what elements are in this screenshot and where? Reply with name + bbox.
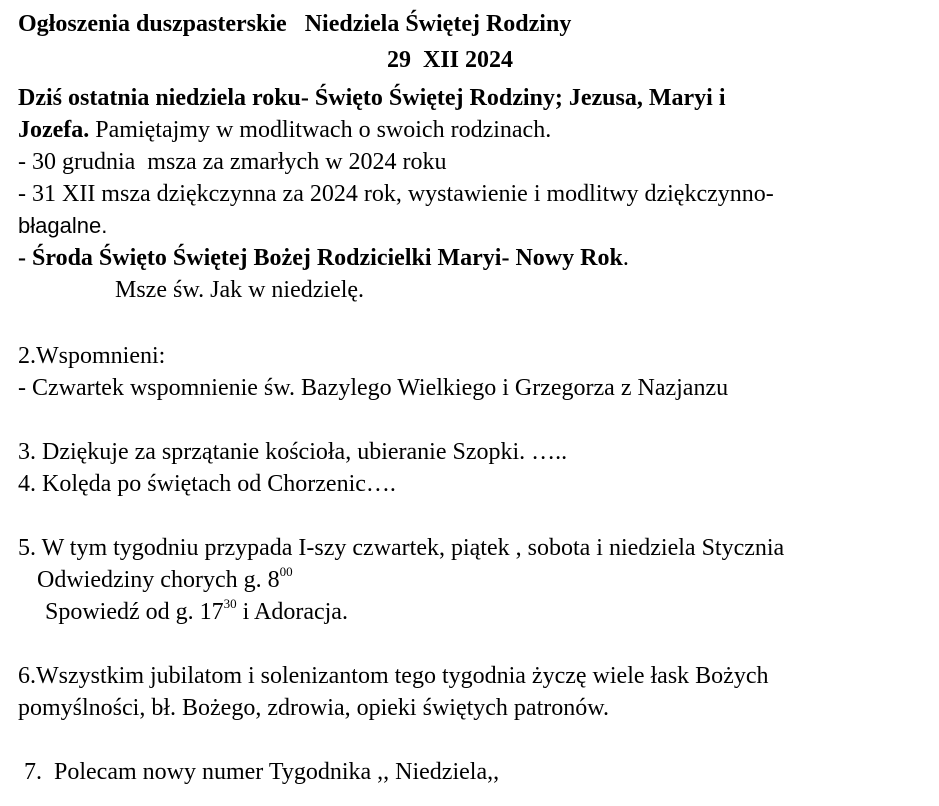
- item1-heading-line2: [18, 116, 551, 144]
- item5-confession: [45, 598, 348, 629]
- feast-title: Niedziela Świętej Rodziny: [304, 11, 572, 37]
- item7-weekly: 7. Polecam nowy numer Tygodnika ,, Niedziela,,: [18, 759, 500, 785]
- item2-heading: 2.Wspomnieni:: [18, 343, 166, 369]
- item1-new-year-text: Środa Święto Świętej Bożej Rodzicielki Maryi- Nowy Rok: [32, 245, 623, 271]
- item3-thanks: 3. Dziękuje za sprzątanie kościoła, ubieranie Szopki. …..: [18, 439, 568, 465]
- item1-dec30: - 30 grudnia msza za zmarłych w 2024 roku: [18, 149, 447, 175]
- item1-new-year-period: .: [622, 245, 629, 271]
- item1-reminder: Pamiętajmy w modlitwach o swoich rodzinach.: [89, 117, 552, 143]
- item5-visits-text: Odwiedziny chorych g. 8: [37, 567, 280, 593]
- item6-wishes-line2: pomyślności, bł. Bożego, zdrowia, opieki świętych patronów.: [18, 695, 609, 721]
- item5-confession-text: Spowiedź od g. 17: [45, 599, 224, 625]
- item4-carol: 4. Kolęda po świętach od Chorzenic….: [18, 471, 396, 497]
- item1-new-year-dash: -: [18, 245, 32, 271]
- announcement-date: 29 XII 2024: [387, 47, 514, 73]
- item1-heading-line1: Dziś ostatnia niedziela roku- Święto Świętej Rodziny; Jezusa, Maryi i: [18, 85, 726, 111]
- item5-visits: [37, 566, 293, 597]
- item1-masses: Msze św. Jak w niedzielę.: [115, 277, 365, 303]
- item2-thursday: - Czwartek wspomnienie św. Bazylego Wielkiego i Grzegorza z Nazjanzu: [18, 375, 729, 401]
- item5-confession-minutes: 30: [223, 596, 237, 611]
- page-title: Ogłoszenia duszpasterskie: [18, 11, 287, 37]
- item5-visits-minutes: 00: [279, 564, 293, 579]
- item6-wishes-line1: 6.Wszystkim jubilatom i solenizantom tego tygodnia życzę wiele łask Bożych: [18, 663, 769, 689]
- page-title-row: [18, 10, 571, 38]
- item5-confession-rest: i Adoracja.: [236, 599, 348, 625]
- item5-first-days: 5. W tym tygodniu przypada I-szy czwartek, piątek , sobota i niedziela Stycznia: [18, 535, 785, 561]
- item1-dec31: - 31 XII msza dziękczynna za 2024 rok, wystawienie i modlitwy dziękczynno-: [18, 181, 774, 207]
- item1-heading-end: Jozefa.: [18, 117, 90, 143]
- item1-new-year: [18, 244, 629, 272]
- item1-dec31-cont: błagalne.: [18, 213, 108, 238]
